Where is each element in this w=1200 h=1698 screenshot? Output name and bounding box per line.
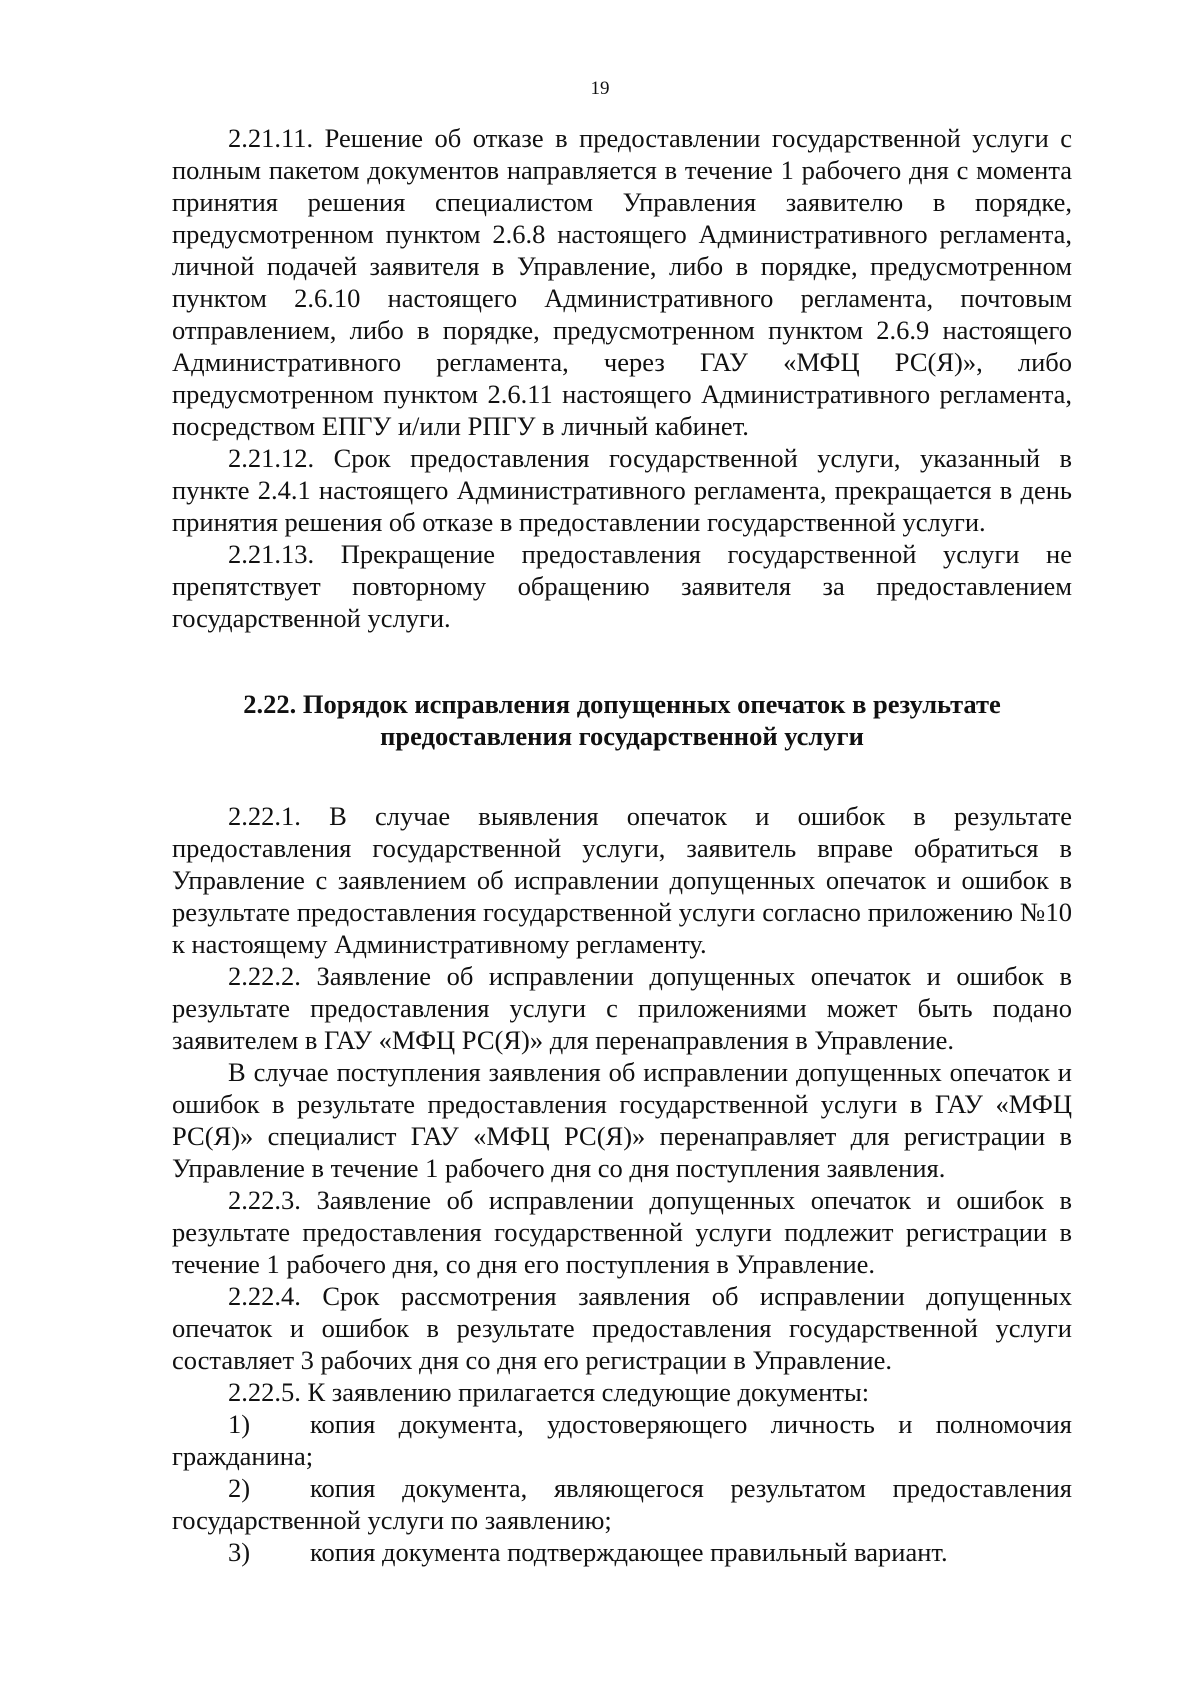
list-item-text: копия документа, являющегося результатом предоставления государственной услуги по заявлению; — [172, 1473, 1072, 1535]
paragraph-2-22-4: 2.22.4. Срок рассмотрения заявления об исправлении допущенных опечаток и ошибок в результате предоставления государственной услуги составляет 3 рабочих дня со дня его регистрации в Управление. — [172, 1281, 1072, 1375]
list-item-number: 3) — [228, 1537, 251, 1567]
section-heading-line-2: предоставления государственной услуги — [380, 721, 864, 751]
list-item-number: 1) — [228, 1409, 251, 1439]
list-item — [172, 1472, 1072, 1536]
section-heading-2-22 — [172, 688, 1072, 752]
paragraph-2-22-2-continued: В случае поступления заявления об исправлении допущенных опечаток и ошибок в результате предоставления государственной услуги в ГАУ «МФЦ РС(Я)» специалист ГАУ «МФЦ РС(Я)» перенаправляет для регистрации в Управление в течение 1 рабочего дня со дня поступления заявления. — [172, 1057, 1072, 1183]
list-item — [172, 1408, 1072, 1472]
page-number: 19 — [590, 78, 610, 99]
paragraph-2-21-11: 2.21.11. Решение об отказе в предоставлении государственной услуги с полным пакетом документов направляется в течение 1 рабочего дня с момента принятия решения специалистом Управления заявителю в порядке, предусмотренном пунктом 2.6.8 настоящего Административного регламента, личной подачей заявителя в Управление, либо в порядке, предусмотренном пунктом 2.6.10 настоящего Административного регламента, почтовым отправлением, либо в порядке, предусмотренном пунктом 2.6.9 настоящего Административного регламента, через ГАУ «МФЦ РС(Я)», либо предусмотренном пунктом 2.6.11 настоящего Административного регламента, посредством ЕПГУ и/или РПГУ в личный кабинет. — [172, 123, 1072, 441]
paragraph-2-21-12: 2.21.12. Срок предоставления государственной услуги, указанный в пункте 2.4.1 настоящего Административного регламента, прекращается в день принятия решения об отказе в предоставлении государственной услуги. — [172, 443, 1072, 537]
paragraph-2-22-2: 2.22.2. Заявление об исправлении допущенных опечаток и ошибок в результате предоставления услуги с приложениями может быть подано заявителем в ГАУ «МФЦ РС(Я)» для перенаправления в Управление. — [172, 961, 1072, 1055]
section-heading-line-1: 2.22. Порядок исправления допущенных опечаток в результате — [243, 689, 1001, 719]
paragraph-2-22-5: 2.22.5. К заявлению прилагается следующие документы: — [228, 1377, 870, 1407]
list-item-text: копия документа подтверждающее правильный вариант. — [310, 1537, 948, 1567]
list-item — [172, 1536, 1072, 1568]
list-item-text: копия документа, удостоверяющего личность и полномочия гражданина; — [172, 1409, 1072, 1471]
paragraph-2-21-13: 2.21.13. Прекращение предоставления государственной услуги не препятствует повторному обращению заявителя за предоставлением государственной услуги. — [172, 539, 1072, 633]
paragraph-2-22-1: 2.22.1. В случае выявления опечаток и ошибок в результате предоставления государственной услуги, заявитель вправе обратиться в Управление с заявлением об исправлении допущенных опечаток и ошибок в результате предоставления государственной услуги согласно приложению №10 к настоящему Административному регламенту. — [172, 801, 1072, 959]
paragraph-2-22-3: 2.22.3. Заявление об исправлении допущенных опечаток и ошибок в результате предоставления государственной услуги подлежит регистрации в течение 1 рабочего дня, со дня его поступления в Управление. — [172, 1185, 1072, 1279]
document-body — [172, 122, 1072, 1568]
list-item-number: 2) — [228, 1473, 251, 1503]
